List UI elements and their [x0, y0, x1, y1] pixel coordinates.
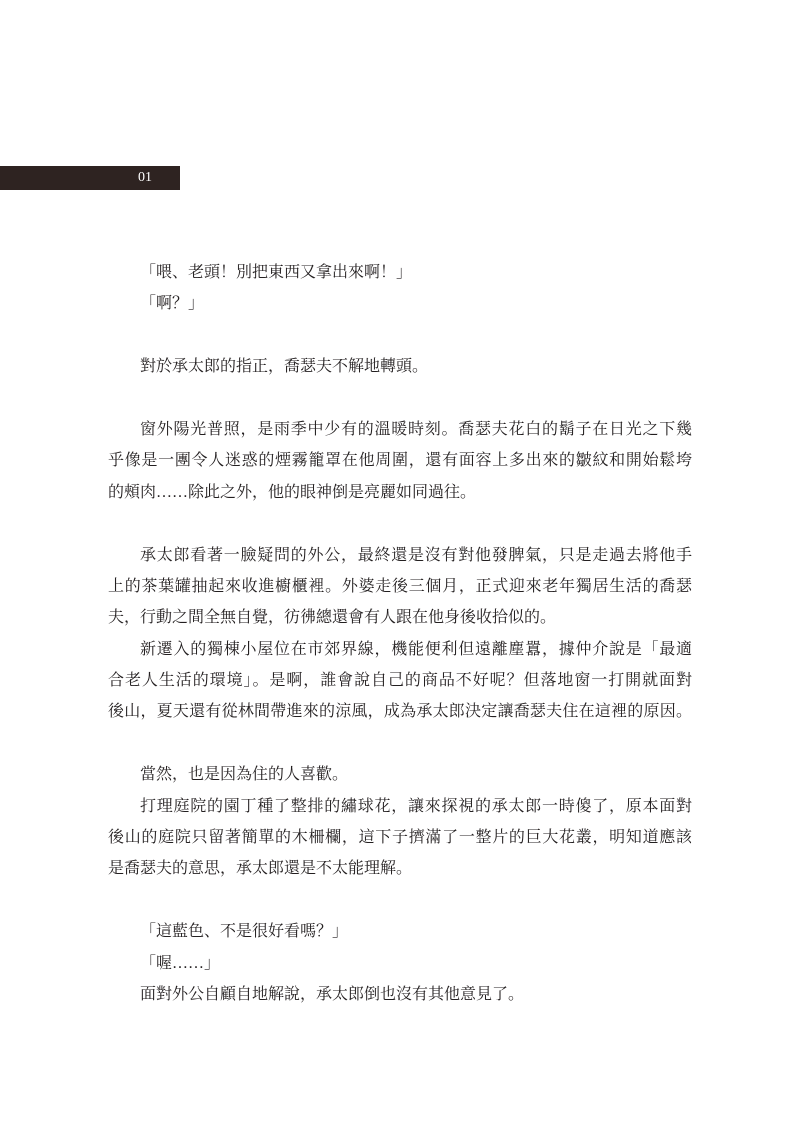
page-body-text [108, 257, 692, 1010]
paragraph-spacer [108, 885, 692, 916]
text-line: 新遷入的獨棟小屋位在市郊界線，機能便利但遠離塵囂，據仲介說是「最適 [140, 640, 692, 658]
text-line: 「這藍色、不是很好看嗎？」 [140, 923, 349, 941]
text-line: 「啊？」 [140, 295, 205, 313]
text-line: 夫，行動之間全無自覺，彷彿總還會有人跟在他身後收拾似的。 [108, 609, 557, 627]
text-line: 「喔……」 [140, 954, 221, 972]
text-line: 乎像是一團令人迷惑的煙霧籠罩在他周圍，還有面容上多出來的皺紋和開始鬆垮 [108, 452, 692, 470]
paragraph [108, 948, 692, 979]
text-line: 的頰肉……除此之外，他的眼神倒是亮麗如同過往。 [108, 483, 477, 501]
paragraph [108, 759, 692, 790]
paragraph [108, 288, 692, 319]
chapter-number: 01 [138, 170, 152, 185]
paragraph-spacer [108, 383, 692, 414]
paragraph [108, 540, 692, 634]
text-line: 後山的庭院只留著簡單的木柵欄，這下子擠滿了一整片的巨大花叢，明知道應該 [108, 829, 692, 847]
paragraph-spacer [108, 508, 692, 539]
text-line: 對於承太郎的指正，喬瑟夫不解地轉頭。 [140, 358, 429, 376]
text-line: 後山，夏天還有從林間帶進來的涼風，成為承太郎決定讓喬瑟夫住在這裡的原因。 [108, 703, 692, 721]
paragraph-spacer [108, 728, 692, 759]
text-line: 承太郎看著一臉疑問的外公，最終還是沒有對他發脾氣，只是走過去將他手 [140, 546, 692, 564]
text-line: 當然，也是因為住的人喜歡。 [140, 766, 349, 784]
text-line: 合老人生活的環境」。是啊，誰會說自己的商品不好呢？但落地窗一打開就面對 [108, 672, 692, 690]
text-line: 窗外陽光普照，是雨季中少有的溫暖時刻。喬瑟夫花白的鬍子在日光之下幾 [140, 420, 692, 438]
paragraph [108, 351, 692, 382]
paragraph [108, 634, 692, 728]
paragraph [108, 979, 692, 1010]
text-line: 面對外公自顧自地解說，承太郎倒也沒有其他意見了。 [140, 985, 525, 1003]
paragraph [108, 791, 692, 885]
paragraph [108, 414, 692, 508]
text-line: 「喂、老頭！別把東西又拿出來啊！」 [140, 264, 413, 281]
chapter-header-bar [0, 166, 180, 190]
paragraph-spacer [108, 320, 692, 351]
text-line: 是喬瑟夫的意思，承太郎還是不太能理解。 [108, 860, 413, 878]
paragraph [108, 916, 692, 947]
text-line: 上的茶葉罐抽起來收進櫥櫃裡。外婆走後三個月，正式迎來老年獨居生活的喬瑟 [108, 577, 692, 595]
text-line: 打理庭院的園丁種了整排的繡球花，讓來探視的承太郎一時傻了，原本面對 [140, 797, 692, 815]
paragraph [108, 257, 692, 288]
